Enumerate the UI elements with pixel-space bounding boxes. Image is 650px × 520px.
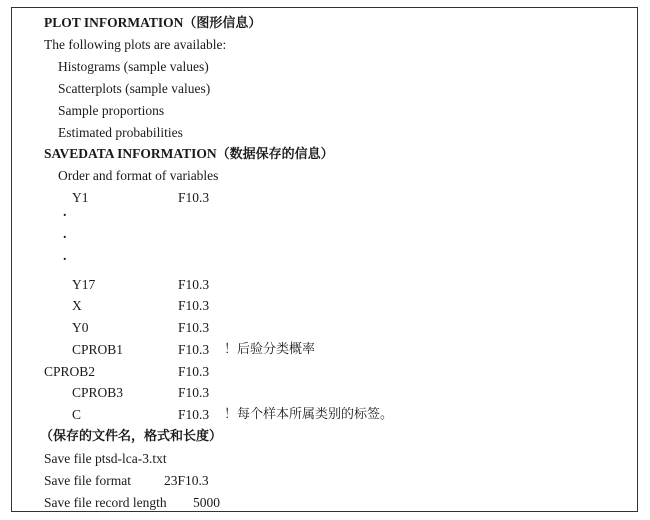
save-file-line: Save file ptsd-lca-3.txt [44, 451, 167, 466]
var-format: F10.3 [178, 385, 210, 400]
savedata-heading-cn: （数据保存的信息） [216, 147, 334, 162]
var-comment: ！后验分类概率 [224, 342, 316, 357]
plot-intro: The following plots are available: [44, 37, 227, 52]
ellipsis-dot: . [63, 249, 67, 264]
var-name: CPROB2 [44, 364, 96, 379]
var-format: F10.3 [178, 364, 210, 379]
var-name: Y0 [72, 320, 89, 335]
var-name: Y17 [72, 277, 96, 292]
plot-item: Scatterplots (sample values) [58, 81, 211, 96]
ellipsis-dot: . [63, 227, 67, 242]
var-format: F10.3 [178, 190, 210, 205]
var-name: X [72, 298, 82, 313]
var-format: F10.3 [178, 298, 210, 313]
var-format: F10.3 [178, 320, 210, 335]
var-format: F10.3 [178, 277, 210, 292]
var-format: F10.3 [178, 342, 210, 357]
var-name: CPROB1 [72, 342, 124, 357]
save-file-format-value: 23F10.3 [164, 473, 209, 488]
savedata-heading: SAVEDATA INFORMATION（数据保存的信息） [44, 146, 334, 162]
plot-info-heading: PLOT INFORMATION（图形信息） [44, 15, 262, 31]
document-frame [11, 7, 638, 512]
var-format: F10.3 [178, 407, 210, 422]
save-file-format-label: Save file format [44, 473, 131, 488]
var-comment: ！每个样本所属类别的标签。 [224, 407, 394, 422]
var-name: C [72, 407, 82, 422]
plot-item: Sample proportions [58, 103, 165, 118]
plot-info-heading-cn: （图形信息） [183, 16, 262, 31]
ellipsis-dot: . [63, 205, 67, 220]
save-file-length-value: 5000 [193, 495, 220, 510]
var-name: Y1 [72, 190, 89, 205]
var-name: CPROB3 [72, 385, 124, 400]
save-file-length-label: Save file record length [44, 495, 167, 510]
save-file-heading: （保存的文件名，格式和长度） [40, 429, 223, 444]
plot-item: Histograms (sample values) [58, 59, 209, 74]
plot-item: Estimated probabilities [58, 125, 183, 140]
order-label: Order and format of variables [58, 168, 219, 183]
